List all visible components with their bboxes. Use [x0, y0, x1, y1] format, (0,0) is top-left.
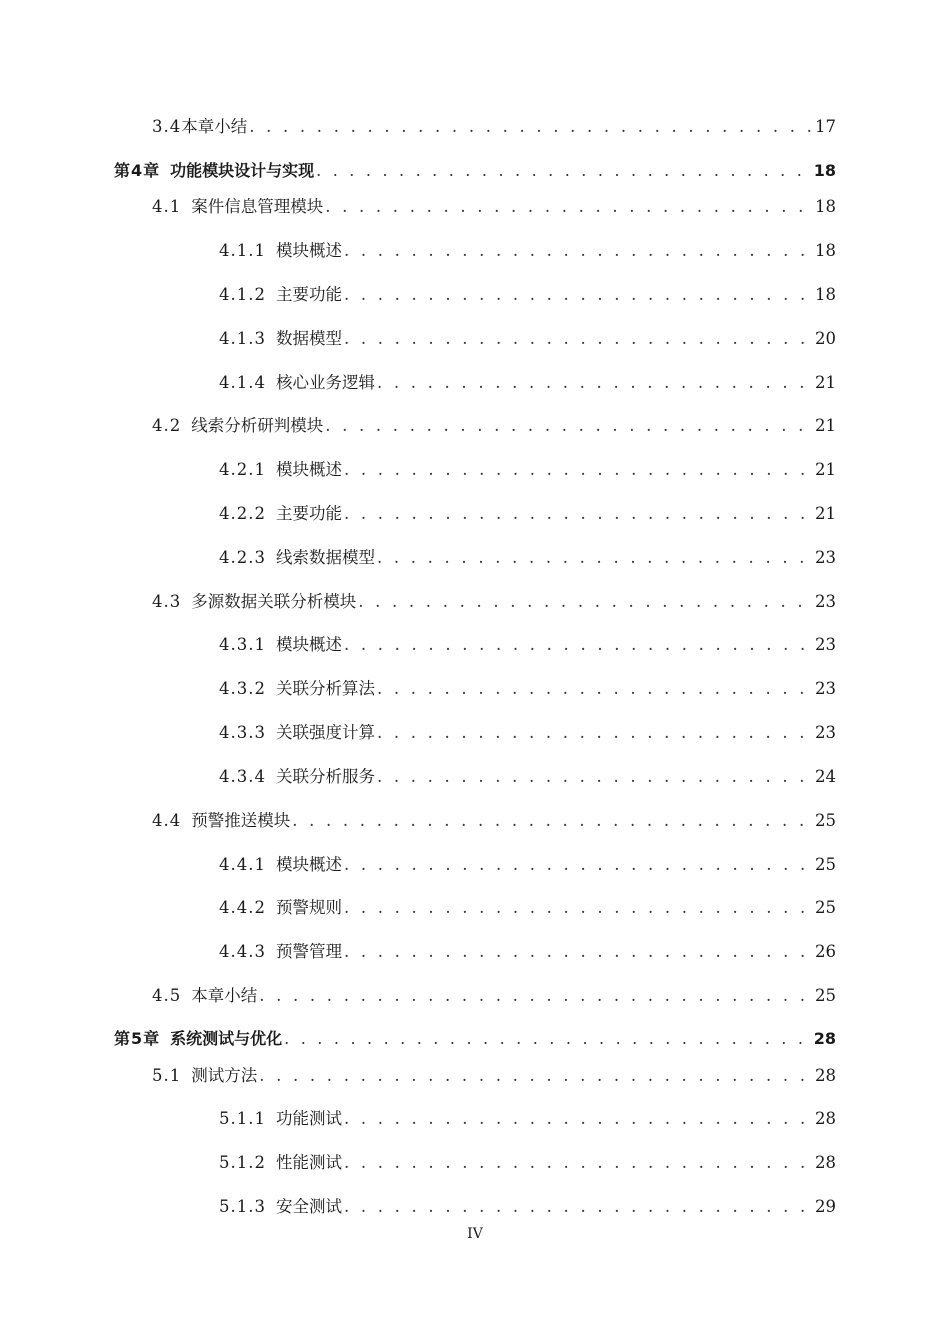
toc-entry-page: 23	[815, 723, 836, 742]
toc-entry-page: 28	[815, 1109, 836, 1128]
toc-entry-number: 5.1.3	[219, 1197, 266, 1216]
toc-entry-4-3-3[interactable]	[219, 720, 836, 746]
toc-entry-title: 系统测试与优化	[170, 1029, 283, 1048]
toc-entry-4-4-1[interactable]	[219, 852, 836, 878]
toc-entry-page: 18	[815, 285, 836, 304]
toc-dot-leader	[344, 326, 811, 352]
toc-entry-5-1-1[interactable]	[219, 1106, 836, 1132]
toc-entry-4-1[interactable]	[152, 194, 836, 220]
toc-dot-leader	[259, 1063, 811, 1089]
toc-entry-number: 4.3.3	[219, 723, 266, 742]
toc-entry-title: 性能测试	[275, 1153, 342, 1172]
toc-entry-page: 23	[815, 635, 836, 654]
toc-dot-leader	[325, 413, 811, 439]
toc-entry-page: 23	[815, 592, 836, 611]
toc-entry-page: 21	[815, 373, 836, 392]
toc-entry-number: 4.1	[152, 197, 182, 216]
toc-entry-page: 17	[815, 117, 836, 136]
toc-entry-number: 4.3	[152, 592, 182, 611]
toc-entry-5-1[interactable]	[152, 1063, 836, 1089]
toc-entry-page: 21	[815, 416, 836, 435]
toc-entry-page: 18	[815, 241, 836, 260]
toc-entry-number: 4.4.1	[219, 855, 266, 874]
toc-entry-page: 20	[815, 329, 836, 348]
toc-entry-4-4-3[interactable]	[219, 939, 836, 965]
toc-entry-title: 线索分析研判模块	[191, 416, 324, 435]
toc-entry-4-2-1[interactable]	[219, 457, 836, 483]
toc-entry-page: 25	[815, 811, 836, 830]
toc-dot-leader	[377, 676, 811, 702]
toc-dot-leader	[377, 720, 811, 746]
toc-entry-number: 4.3.2	[219, 679, 266, 698]
toc-dot-leader	[377, 370, 811, 396]
toc-entry-title: 关联强度计算	[275, 723, 375, 742]
toc-entry-title: 功能模块设计与实现	[170, 161, 315, 180]
toc-entry-title: 案件信息管理模块	[191, 197, 324, 216]
toc-dot-leader	[344, 238, 811, 264]
page-number: IV	[467, 1226, 483, 1242]
toc-dot-leader	[344, 852, 811, 878]
toc-entry-4-1-2[interactable]	[219, 282, 836, 308]
toc-entry-number: 5.1.2	[219, 1153, 266, 1172]
toc-entry-title: 预警规则	[275, 898, 342, 917]
toc-entry-5-1-2[interactable]	[219, 1150, 836, 1176]
toc-entry-title: 关联分析服务	[275, 767, 375, 786]
toc-entry-3-4[interactable]	[152, 114, 836, 140]
toc-entry-title: 测试方法	[191, 1066, 258, 1085]
toc-entry-number: 5.1.1	[219, 1109, 266, 1128]
toc-dot-leader	[259, 983, 811, 1009]
toc-entry-number: 4.2	[152, 416, 182, 435]
toc-entry-page: 18	[815, 197, 836, 216]
toc-entry-page: 21	[815, 504, 836, 523]
toc-dot-leader	[377, 764, 811, 790]
toc-entry-number: 4.3.4	[219, 767, 266, 786]
toc-entry-title: 本章小结	[181, 117, 248, 136]
toc-entry-5-1-3[interactable]	[219, 1194, 836, 1220]
toc-entry-page: 23	[815, 548, 836, 567]
toc-entry-title: 核心业务逻辑	[275, 373, 375, 392]
toc-entry-page: 25	[815, 855, 836, 874]
toc-dot-leader	[344, 632, 811, 658]
toc-dot-leader	[344, 282, 811, 308]
toc-entry-number: 4.2.1	[219, 460, 266, 479]
toc-entry-4-4[interactable]	[152, 808, 836, 834]
toc-entry-number: 4.3.1	[219, 635, 266, 654]
toc-chapter-4[interactable]	[114, 158, 836, 184]
toc-dot-leader	[344, 1194, 811, 1220]
toc-dot-leader	[344, 1106, 811, 1132]
toc-entry-page: 24	[815, 767, 836, 786]
toc-entry-title: 关联分析算法	[275, 679, 375, 698]
toc-entry-title: 主要功能	[275, 285, 342, 304]
toc-entry-4-2-2[interactable]	[219, 501, 836, 527]
toc-entry-page: 28	[815, 1066, 836, 1085]
toc-entry-4-5[interactable]	[152, 983, 836, 1009]
toc-entry-title: 数据模型	[275, 329, 342, 348]
toc-entry-title: 模块概述	[275, 460, 342, 479]
toc-entry-title: 多源数据关联分析模块	[191, 592, 357, 611]
toc-entry-title: 线索数据模型	[275, 548, 375, 567]
toc-entry-number: 4.2.3	[219, 548, 266, 567]
toc-dot-leader	[316, 158, 810, 184]
toc-entry-page: 23	[815, 679, 836, 698]
toc-entry-page: 25	[815, 898, 836, 917]
toc-dot-leader	[344, 939, 811, 965]
toc-entry-4-3[interactable]	[152, 589, 836, 615]
toc-entry-number: 第4章	[114, 161, 161, 180]
toc-entry-title: 预警推送模块	[191, 811, 291, 830]
toc-entry-number: 4.4.3	[219, 942, 266, 961]
toc-entry-4-1-3[interactable]	[219, 326, 836, 352]
toc-entry-number: 3.4	[152, 117, 182, 136]
toc-entry-4-3-1[interactable]	[219, 632, 836, 658]
toc-entry-number: 4.1.4	[219, 373, 266, 392]
toc-dot-leader	[292, 808, 811, 834]
toc-entry-4-3-2[interactable]	[219, 676, 836, 702]
toc-entry-page: 28	[813, 1029, 836, 1048]
toc-entry-number: 4.5	[152, 986, 182, 1005]
toc-dot-leader	[284, 1026, 810, 1052]
toc-entry-4-4-2[interactable]	[219, 895, 836, 921]
toc-entry-4-1-1[interactable]	[219, 238, 836, 264]
toc-entry-number: 4.1.1	[219, 241, 266, 260]
toc-dot-leader	[377, 545, 811, 571]
toc-entry-number: 5.1	[152, 1066, 182, 1085]
toc-entry-title: 模块概述	[275, 241, 342, 260]
toc-entry-4-2-3[interactable]	[219, 545, 836, 571]
toc-entry-number: 4.2.2	[219, 504, 266, 523]
toc-entry-title: 安全测试	[275, 1197, 342, 1216]
toc-entry-title: 功能测试	[275, 1109, 342, 1128]
toc-entry-number: 4.1.2	[219, 285, 266, 304]
toc-entry-page: 18	[813, 161, 836, 180]
toc-entry-title: 主要功能	[275, 504, 342, 523]
toc-dot-leader	[344, 1150, 811, 1176]
toc-dot-leader	[344, 457, 811, 483]
toc-entry-number: 4.4	[152, 811, 182, 830]
toc-entry-page: 26	[815, 942, 836, 961]
toc-entry-title: 模块概述	[275, 635, 342, 654]
toc-entry-number: 4.1.3	[219, 329, 266, 348]
toc-entry-number: 4.4.2	[219, 898, 266, 917]
toc-entry-4-2[interactable]	[152, 413, 836, 439]
toc-dot-leader	[344, 895, 811, 921]
toc-entry-title: 模块概述	[275, 855, 342, 874]
toc-dot-leader	[358, 589, 811, 615]
toc-entry-page: 29	[815, 1197, 836, 1216]
toc-entry-page: 25	[815, 986, 836, 1005]
toc-entry-4-3-4[interactable]	[219, 764, 836, 790]
toc-chapter-5[interactable]	[114, 1026, 836, 1052]
toc-dot-leader	[344, 501, 811, 527]
toc-dot-leader	[325, 194, 811, 220]
toc-entry-title: 预警管理	[275, 942, 342, 961]
toc-entry-number: 第5章	[114, 1029, 161, 1048]
toc-entry-4-1-4[interactable]	[219, 370, 836, 396]
toc-entry-page: 28	[815, 1153, 836, 1172]
toc-dot-leader	[249, 114, 811, 140]
toc-entry-title: 本章小结	[191, 986, 258, 1005]
toc-entry-page: 21	[815, 460, 836, 479]
